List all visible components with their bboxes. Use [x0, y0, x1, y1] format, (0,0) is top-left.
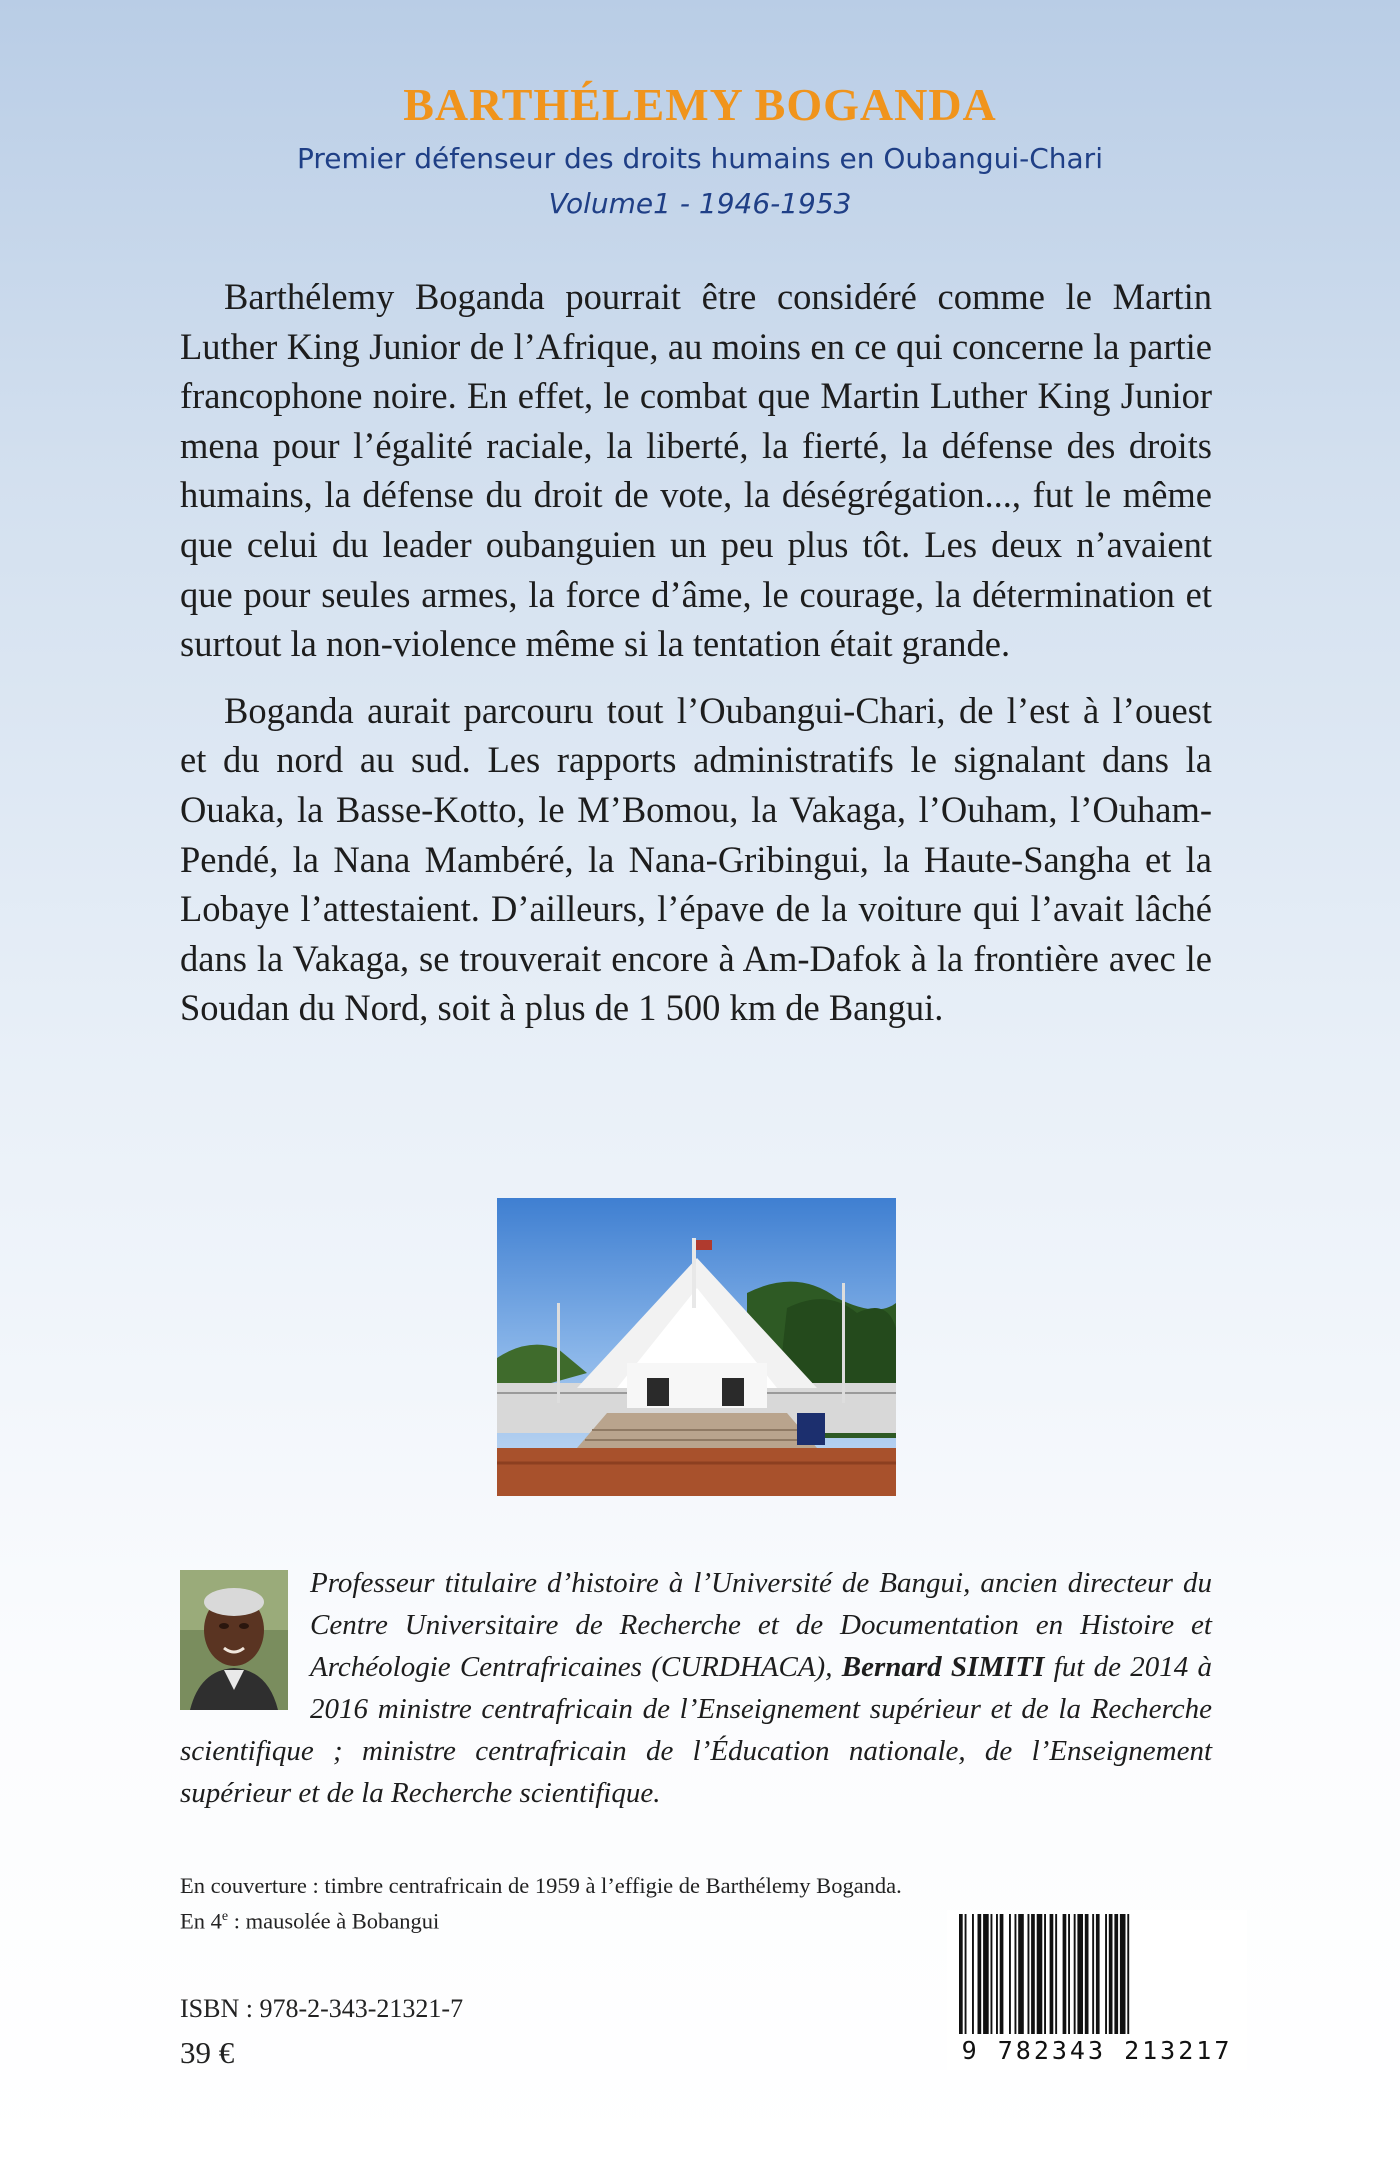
- barcode-bar: [1037, 1914, 1043, 2034]
- barcode-bar: [1050, 1914, 1054, 2034]
- book-subtitle: Premier défenseur des droits humains en Oubangui-Chari: [297, 142, 1103, 175]
- back-credit: [180, 1901, 980, 1937]
- barcode-bar: [996, 1914, 998, 2034]
- barcode-bar: [1031, 1914, 1035, 2034]
- barcode-number: 9 782343 213217: [961, 2036, 1233, 2065]
- cover-credit: En couverture : timbre centrafricain de 1959 à l’effigie de Barthélemy Boganda.: [180, 1873, 902, 1898]
- volume-label: Volume1 - 1946-1953: [548, 187, 852, 220]
- barcode-bar: [972, 1914, 974, 2034]
- author-portrait: [180, 1570, 288, 1710]
- barcode-bar: [1120, 1914, 1126, 2034]
- author-bio: [180, 1562, 1212, 1814]
- back-credit-suffix: : mausolée à Bobangui: [228, 1908, 440, 1934]
- barcode-bar: [1068, 1914, 1070, 2034]
- barcode-bar: [978, 1914, 982, 2034]
- barcode-bar: [1018, 1914, 1024, 2034]
- barcode-bar: [1044, 1914, 1046, 2034]
- barcode-bar: [1000, 1914, 1004, 2034]
- back-credit-prefix: En 4: [180, 1908, 222, 1934]
- barcode-bar: [965, 1914, 967, 2034]
- barcode-bar: [983, 1914, 989, 2034]
- barcode-bar: [1077, 1914, 1083, 2034]
- summary-text: [180, 272, 1212, 1050]
- barcode-bar: [1092, 1914, 1094, 2034]
- barcode-bar: [1015, 1914, 1017, 2034]
- barcode-bar: [1085, 1914, 1089, 2034]
- barcode-bar: [991, 1914, 993, 2034]
- bio-text: Professeur titulaire d’histoire à l’Université de Bangui, ancien directeur du Centre Universitaire de Recherche et de Documentation en Histoire et Archéologie Centrafricaines (CURDHACA),: [310, 1567, 1212, 1683]
- mausoleum-photo: [497, 1198, 896, 1496]
- barcode-bar: [1109, 1914, 1113, 2034]
- summary-paragraph: Boganda aurait parcouru tout l’Oubangui-Chari, de l’est à l’ouest et du nord au sud. Les rapports administratifs le signalant dans la Ouaka, la Basse-Kotto, le M’Bomou, la Vakaga, l’Ouham, l’Ouham-Pendé, la Nana Mambéré, la Nana-Gribingui, la Haute-Sangha et la Lobaye l’attestaient. D’ailleurs, l’épave de la voiture qui l’avait lâché dans la Vakaga, se trouverait encore à Am-Dafok à la frontière avec le Soudan du Nord, soit à plus de 1 500 km de Bangui.: [180, 689, 1212, 1029]
- barcode-bar: [1127, 1914, 1129, 2034]
- barcode-bars: [947, 1910, 1247, 2036]
- summary-paragraph: Barthélemy Boganda pourrait être considéré comme le Martin Luther King Junior de l’Afrique, au moins en ce qui concerne la partie francophone noire. En effet, le combat que Martin Luther King Junior mena pour l’égalité raciale, la liberté, la fierté, la défense des droits humains, la défense du droit de vote, la déségrégation..., fut le même que celui du leader oubanguien un peu plus tôt. Les deux n’avaient que pour seules armes, la force d’âme, le courage, la détermination et surtout la non-violence même si la tentation était grande.: [180, 276, 1212, 665]
- barcode-bar: [1096, 1914, 1100, 2034]
- barcode-bar: [1063, 1914, 1067, 2034]
- barcode-bar: [959, 1914, 963, 2034]
- price: 39 €: [180, 2035, 235, 2070]
- isbn: ISBN : 978-2-343-21321-7: [180, 1994, 464, 2023]
- bio-text-continued: fut de 2014 à 2016 ministre centrafricain de l’Enseignement supérieur et de la Recherche scientifique ; ministre centrafricain de l’Éducation nationale, de l’Enseignement supérieur et de la Recherche scientifique.: [180, 1651, 1212, 1809]
- barcode-bar: [1074, 1914, 1076, 2034]
- barcode-bar: [1114, 1914, 1118, 2034]
- barcode: [947, 1910, 1247, 2070]
- barcode-bar: [1028, 1914, 1030, 2034]
- image-credits: [180, 1870, 980, 1937]
- barcode-bar: [1055, 1914, 1057, 2034]
- author-name: Bernard SIMITI: [841, 1651, 1045, 1683]
- barcode-bar: [1105, 1914, 1107, 2034]
- book-title: BARTHÉLEMY BOGANDA: [403, 79, 997, 130]
- barcode-bar: [1009, 1914, 1011, 2034]
- back-credit-superscript: e: [221, 1909, 229, 1924]
